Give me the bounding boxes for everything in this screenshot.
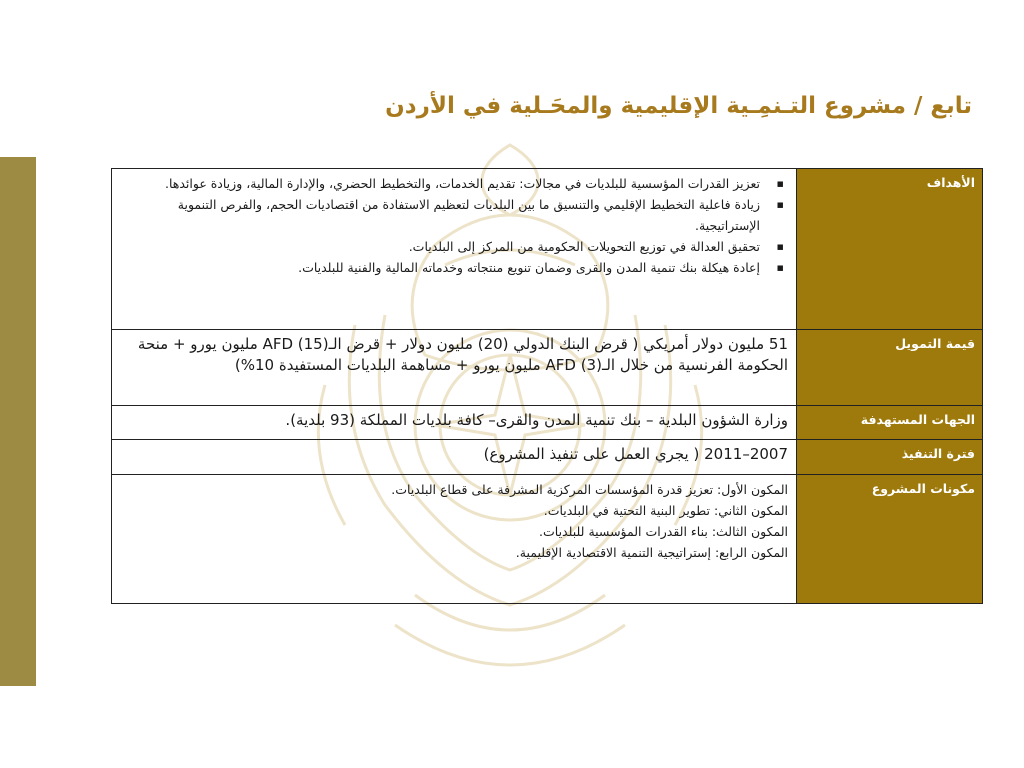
- period-row: [112, 440, 983, 475]
- goal-item: ▪ تحقيق العدالة في توزيع التحويلات الحكومية من المركز إلى البلديات.: [118, 236, 788, 257]
- slide-title: تابع / مشروع التـنمِـية الإقليمية والمحَـلية في الأردن: [385, 93, 972, 119]
- targets-label: الجهات المستهدفة: [797, 406, 983, 440]
- component-line: المكون الرابع: إستراتيجية التنمية الاقتصادية الإقليمية.: [515, 545, 788, 560]
- project-info-table: [111, 168, 983, 604]
- goals-label: الأهداف: [797, 169, 983, 330]
- period-label: فترة التنفيذ: [797, 440, 983, 475]
- components-label: مكونات المشروع: [797, 475, 983, 604]
- side-accent-bar: [0, 157, 36, 686]
- targets-row: [112, 406, 983, 440]
- period-text: 2007–2011 ( يجري العمل على تنفيذ المشروع): [112, 440, 797, 475]
- funding-text: 51 مليون دولار أمريكي ( قرض البنك الدولي (20) مليون دولار + قرض الـAFD (15) مليون يورو + منحة الحكومة الفرنسية من خلال الـAFD (3) مليون يورو + مساهمة البلديات المستفيدة 10%): [112, 330, 797, 406]
- goals-content: [112, 169, 797, 330]
- component-line: المكون الثاني: تطوير البنية التحتية في البلديات.: [543, 503, 788, 518]
- funding-row: [112, 330, 983, 406]
- components-row: [112, 475, 983, 604]
- component-line: المكون الثالث: بناء القدرات المؤسسية للبلديات.: [539, 524, 788, 539]
- goals-list: [118, 173, 788, 278]
- goals-row: [112, 169, 983, 330]
- component-line: المكون الأول: تعزيز قدرة المؤسسات المركزية المشرفة على قطاع البلديات.: [391, 482, 788, 497]
- targets-text: وزارة الشؤون البلدية – بنك تنمية المدن والقرى– كافة بلديات المملكة (93 بلدية).: [112, 406, 797, 440]
- funding-label: قيمة التمويل: [797, 330, 983, 406]
- goal-item: ▪ تعزيز القدرات المؤسسية للبلديات في مجالات: تقديم الخدمات، والتخطيط الحضري، والإدارة المالية، وزيادة عوائدها.: [118, 173, 788, 194]
- components-content: [112, 475, 797, 604]
- goal-item: ▪ زيادة فاعلية التخطيط الإقليمي والتنسيق ما بين البلديات لتعظيم الاستفادة من اقتصاديات الحجم، والفرص التنموية الإستراتيجية.: [118, 194, 788, 236]
- goal-item: ▪ إعادة هيكلة بنك تنمية المدن والقرى وضمان تنويع منتجاته وخدماته المالية والفنية للبلديات.: [118, 257, 788, 278]
